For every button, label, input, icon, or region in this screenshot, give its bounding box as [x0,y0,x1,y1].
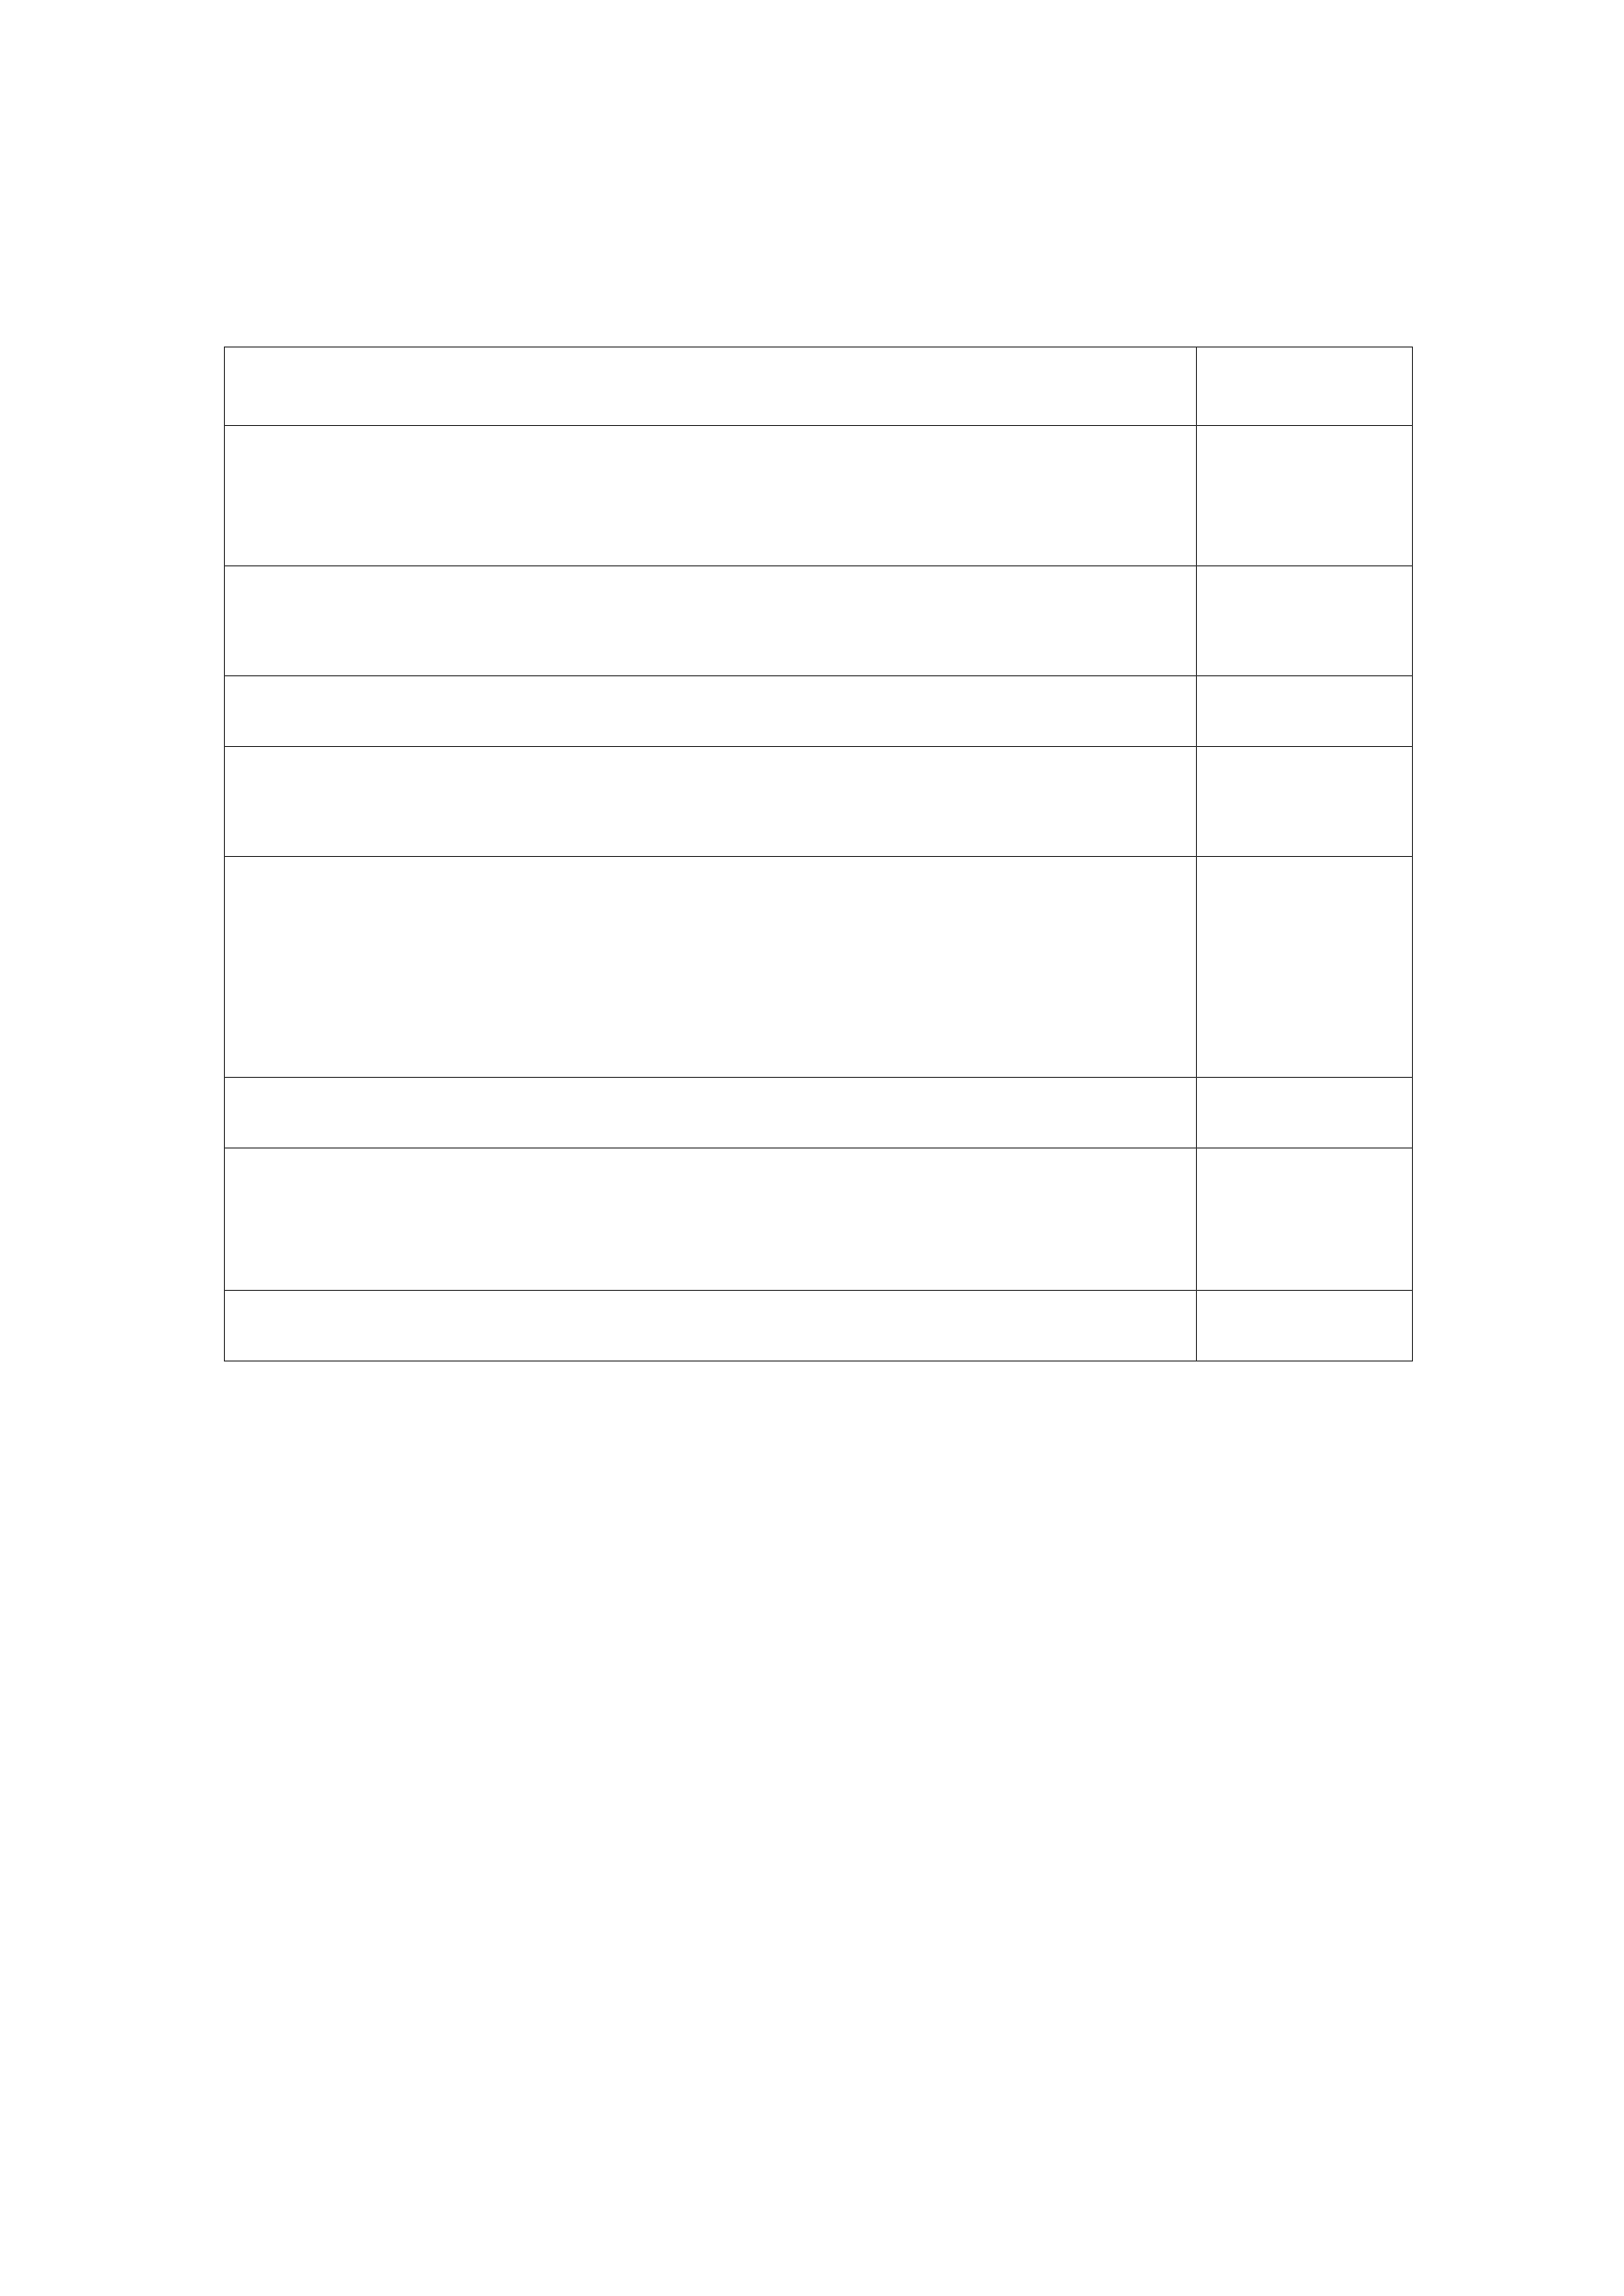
venue-cell [225,676,1197,747]
class-cell [1197,676,1413,747]
table-row [225,676,1413,747]
table-row [225,1291,1413,1362]
table-row [225,747,1413,857]
class-cell [1197,426,1413,566]
table-row [225,1148,1413,1291]
venue-cell [225,566,1197,676]
class-cell [1197,1291,1413,1362]
venue-cell [225,1078,1197,1148]
venue-cell [225,1148,1197,1291]
column-header-class [1197,347,1413,426]
table-row [225,426,1413,566]
class-cell [1197,566,1413,676]
venue-cell [225,747,1197,857]
table-header-row [225,347,1413,426]
table-row [225,1078,1413,1148]
venue-cell [225,426,1197,566]
column-header-name [225,347,1197,426]
class-cell [1197,747,1413,857]
class-cell [1197,857,1413,1078]
venue-cell [225,1291,1197,1362]
table-row [225,857,1413,1078]
table-row [225,566,1413,676]
catalog-table [224,347,1413,1362]
class-cell [1197,1148,1413,1291]
class-cell [1197,1078,1413,1148]
venue-cell [225,857,1197,1078]
